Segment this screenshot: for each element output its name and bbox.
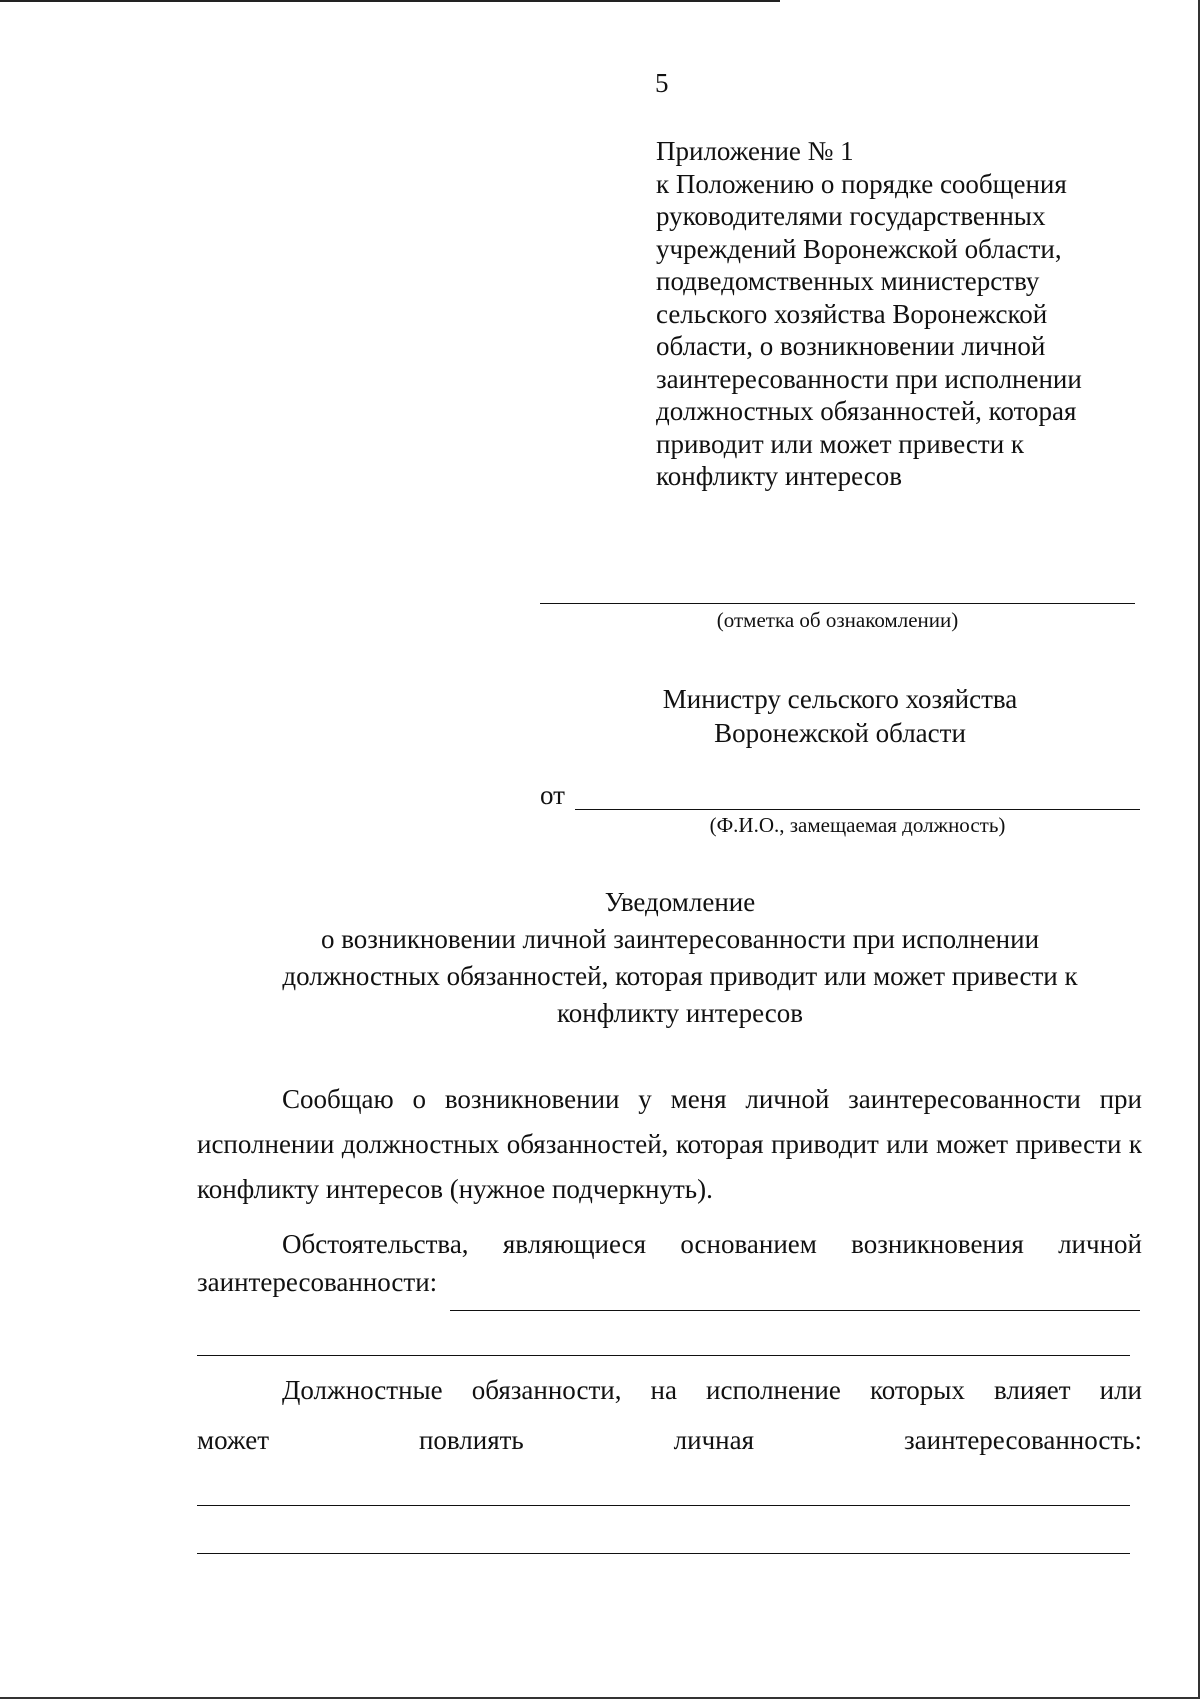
duties-word: повлиять (418, 1425, 524, 1455)
circumstances-line-2[interactable] (197, 1355, 1130, 1356)
appendix-line: сельского хозяйства Воронежской (656, 298, 1048, 329)
appendix-line: руководителями государственных (656, 201, 1046, 231)
duties-paragraph: Должностные обязанности, на исполнение которых влияет или (282, 1375, 1142, 1405)
duties-continuation (197, 1425, 1142, 1456)
appendix-reference (656, 135, 1126, 493)
scan-top-border (0, 0, 780, 2)
page-number: 5 (655, 68, 669, 98)
addressee-line: Воронежской области (714, 718, 966, 748)
from-caption: (Ф.И.О., замещаемая должность) (709, 813, 1006, 837)
from-label: от (540, 780, 565, 810)
addressee-block (600, 682, 1080, 750)
from-name-line[interactable] (575, 809, 1140, 810)
appendix-line: должностных обязанностей, которая (656, 396, 1077, 426)
appendix-line: к Положению о порядке сообщения (656, 168, 1067, 199)
appendix-line: учреждений Воронежской области, (656, 233, 1062, 264)
duties-line-2[interactable] (197, 1553, 1130, 1554)
appendix-line: подведомственных министерству (656, 266, 1040, 296)
duties-word: может (197, 1425, 269, 1455)
appendix-line: заинтересованности при исполнении (656, 363, 1082, 394)
notification-title (180, 884, 1180, 1032)
appendix-line: Приложение № 1 (656, 136, 854, 166)
circumstances-paragraph: Обстоятельства, являющиеся основанием возникновения личной (282, 1229, 1142, 1259)
acknowledgment-caption: (отметка об ознакомлении) (716, 608, 959, 632)
appendix-line: конфликту интересов (656, 461, 902, 491)
title-heading: Уведомление (604, 887, 756, 917)
circumstances-line-1[interactable] (450, 1310, 1140, 1311)
circumstances-label: заинтересованности: (197, 1267, 438, 1297)
statement-paragraph: Сообщаю о возникновении у меня личной заинтересованности при исполнении должностных обязанностей, которая приводит или может привести к конфликту интересов (нужное подчеркнуть). (197, 1084, 1142, 1204)
title-line: должностных обязанностей, которая приводит или может привести к (282, 961, 1078, 991)
duties-word: заинтересованность: (903, 1425, 1142, 1455)
title-line: конфликту интересов (557, 998, 803, 1028)
title-line: о возникновении личной заинтересованности при исполнении (320, 924, 1040, 954)
duties-word: личная (673, 1425, 755, 1455)
appendix-line: приводит или может привести к (656, 428, 1025, 459)
duties-line-1[interactable] (197, 1505, 1130, 1506)
addressee-line: Министру сельского хозяйства (662, 684, 1018, 714)
appendix-line: области, о возникновении личной (656, 331, 1046, 361)
acknowledgment-line[interactable] (540, 603, 1135, 604)
